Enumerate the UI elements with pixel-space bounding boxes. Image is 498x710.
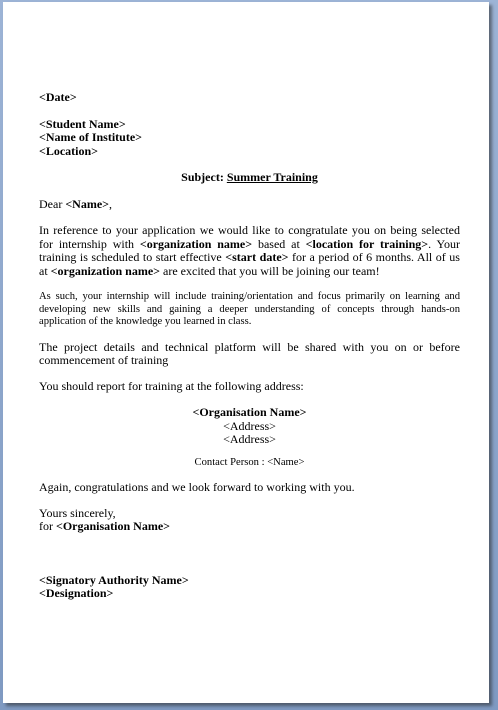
sign-off-block xyxy=(39,507,460,534)
address-line-2: <Address> xyxy=(223,432,276,446)
paragraph-report-address: You should report for training at the following address: xyxy=(39,378,304,393)
document-page xyxy=(3,2,489,703)
date-placeholder: <Date> xyxy=(39,90,77,104)
for-prefix: for xyxy=(39,519,56,533)
signatory-name: <Signatory Authority Name> xyxy=(39,572,189,587)
closing-line: Again, congratulations and we look forward to working with you. xyxy=(39,480,355,494)
signatory-block xyxy=(39,574,460,601)
para1-text-1: In reference to your application we would like to congratulate you on being selected for internship with xyxy=(39,223,460,251)
address-org-name: <Organisation Name> xyxy=(192,405,307,419)
contact-person: Contact Person : <Name> xyxy=(194,456,305,468)
para1-start-date: <start date> xyxy=(225,250,289,264)
student-name-placeholder: <Student Name> xyxy=(39,116,126,131)
para1-org-name: <organization name> xyxy=(139,236,253,251)
para1-text-2: based at xyxy=(252,236,306,251)
sign-off: Yours sincerely, xyxy=(39,505,116,520)
salutation-name: <Name> xyxy=(65,196,109,211)
for-organisation xyxy=(39,520,460,534)
paragraph-internship-details: As such, your internship will include training/orientation and focus primarily on learning and developing new skills and gaining a deeper understanding of concepts through hands-on application of the knowledge you learned in class. xyxy=(39,291,460,327)
para1-text-5: are excited that you will be joining our team! xyxy=(160,263,380,278)
paragraph-project-details: The project details and technical platform will be shared with you on or before commencement of training xyxy=(39,339,460,367)
subject-text: Summer Training xyxy=(226,170,318,184)
address-line-1: <Address> xyxy=(223,418,276,433)
para1-text-4: for a period of 6 months. All of us at xyxy=(39,250,460,278)
salutation-prefix: Dear xyxy=(39,196,66,211)
designation: <Designation> xyxy=(39,586,114,600)
subject-prefix: Subject: xyxy=(181,170,224,184)
institute-placeholder: <Name of Institute> xyxy=(39,130,142,144)
salutation xyxy=(39,198,460,212)
para1-text-3: . Your training is scheduled to start effective xyxy=(39,236,461,264)
address-block xyxy=(39,406,460,447)
for-org-name: <Organisation Name> xyxy=(56,519,171,533)
para1-org-name-2: <organization name> xyxy=(50,263,161,278)
paragraph-congratulations xyxy=(39,224,460,278)
recipient-block xyxy=(39,118,460,159)
para1-location: <location for training> xyxy=(305,236,429,251)
location-placeholder: <Location> xyxy=(39,143,99,158)
letter-body xyxy=(39,91,460,601)
subject-line xyxy=(39,171,460,185)
salutation-suffix: , xyxy=(109,196,112,211)
